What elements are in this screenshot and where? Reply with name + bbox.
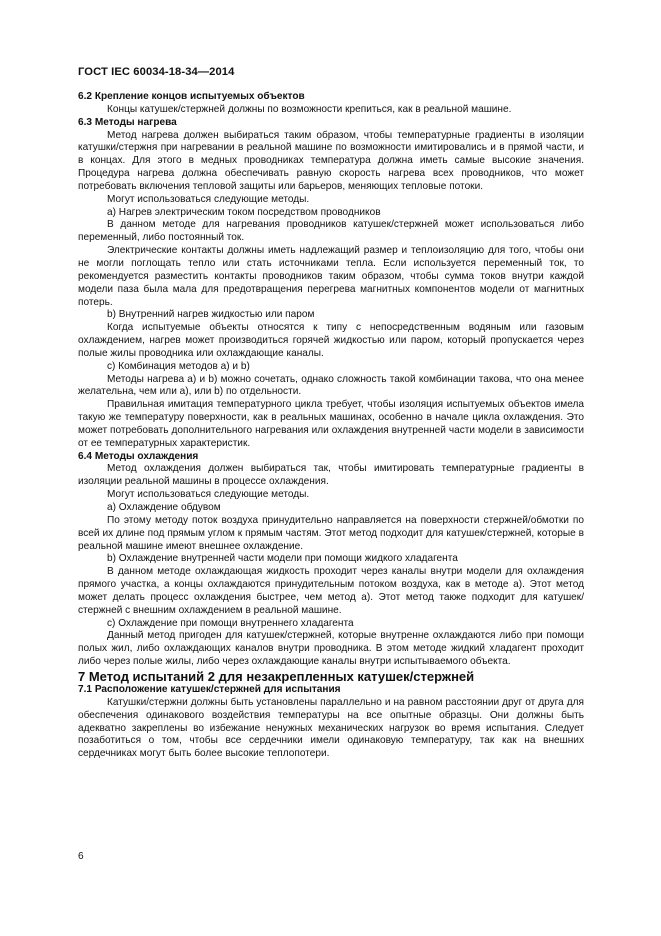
section-6-2-paragraph: Концы катушек/стержней должны по возможности крепиться, как в реальной машине. [107, 103, 512, 115]
section-6-3-item-c-paragraph: Методы нагрева а) и b) можно сочетать, однако сложность такой комбинации такова, что она менее желательна, чем или а), или b) по отдельности. [78, 373, 584, 398]
section-6-3-heading: 6.3 Методы нагрева [78, 116, 177, 128]
section-6-4-paragraph-1: Метод охлаждения должен выбираться так, чтобы имитировать температурные градиенты в изоляции реальной машины в процессе охлаждения. [78, 463, 584, 488]
section-7-1-heading: 7.1 Расположение катушек/стержней для испытания [78, 683, 341, 695]
section-6-3-item-a-paragraph-2: Электрические контакты должны иметь надлежащий размер и теплоизоляцию для того, чтобы они не могли поглощать тепло или стать источниками тепла. Если используется переменный ток, то рекомендуется разместить контакты проводников таким образом, чтобы сумма токов внутри каждой модели паза была мала для предотвращения перегрева магнитных компонентов модели от магнитных потерь. [78, 245, 584, 308]
section-6-4-paragraph-2: Могут использоваться следующие методы. [107, 489, 310, 501]
section-6-4-item-b-title: b) Охлаждение внутренней части модели при помощи жидкого хладагента [107, 553, 458, 565]
section-6-3-item-b-title: b) Внутренний нагрев жидкостью или паром [107, 309, 315, 321]
section-6-4-item-c-title: с) Охлаждение при помощи внутреннего хладагента [107, 617, 354, 629]
document-body [78, 91, 584, 761]
section-6-3-item-a-title: а) Нагрев электрическим током посредством проводников [107, 206, 381, 218]
section-6-4-item-c-paragraph: Данный метод пригоден для катушек/стержней, которые внутренне охлаждаются либо при помощи полых жил, либо охлаждающих каналов внутри проводника. В этом методе жидкий хладагент проходит либо через полые жилы, либо через охлаждающие каналы внутри испытываемого объекта. [78, 630, 584, 668]
section-6-3-paragraph-2: Могут использоваться следующие методы. [107, 193, 310, 205]
section-6-3-item-a-paragraph-1: В данном методе для нагревания проводников катушек/стержней может использоваться либо переменный, либо постоянный ток. [78, 219, 584, 244]
section-6-3-item-b-paragraph: Когда испытуемые объекты относятся к типу с непосредственным водяным или газовым охлаждением, нагрев может производиться горячей жидкостью или паром, который пропускается через полые жилы проводника или охлаждающие каналы. [78, 322, 584, 359]
section-6-4-item-b-paragraph: В данном методе охлаждающая жидкость проходит через каналы внутри модели для охлаждения прямого участка, а концы охлаждаются принудительным потоком воздуха, как в методе а). Этот метод может делать процесс охлаждения быстрее, чем метод а). Этот метод также подходит для катушек/стержней с внешним охлаждением в реальной машине. [78, 566, 584, 616]
section-6-3-item-c-title: с) Комбинация методов а) и b) [107, 360, 250, 372]
section-6-2-heading: 6.2 Крепление концов испытуемых объектов [78, 91, 305, 102]
section-6-3-paragraph-3: Правильная имитация температурного цикла требует, чтобы изоляция испытуемых объектов имела такую же температуру поверхности, как в реальных машинах, особенно в начале цикла охлаждения. Это может потребовать дополнительного нагревания или охлаждения внутренней части модели в зависимости от ее температурных характеристик. [78, 399, 584, 449]
section-6-4-item-a-title: а) Охлаждение обдувом [107, 502, 221, 513]
section-6-3-paragraph-1: Метод нагрева должен выбираться таким образом, чтобы температурные градиенты в изоляции катушки/стержня при нагревании в реальной машине по возможности имитировались и в прямой части, и в концах. Для этого в медных проводниках температура должна иметь самые высокие значения. Процедура нагрева должна обеспечивать равную скорость нагрева всех проводников, что может потребовать включения тепловой защиты или барьеров, меняющих тепловые потоки. [78, 129, 584, 192]
section-7-heading: 7 Метод испытаний 2 для незакрепленных катушек/стержней [78, 668, 475, 684]
page-number: 6 [78, 851, 84, 862]
section-7-1-paragraph: Катушки/стержни должны быть установлены параллельно и на равном расстоянии друг от друга для обеспечения одинакового воздействия температуры на все опытные образцы. Они должны быть адекватно закреплены во избежание ненужных механических нагрузок во время испытания. Следует позаботиться о том, чтобы все сердечники имели одинаковую температуру, так как на внешних сердечниках могут быть более высокие теплопотери. [78, 696, 584, 760]
section-6-4-item-a-paragraph: По этому методу поток воздуха принудительно направляется на поверхности стержней/обмотки по всей их длине под прямым углом к прямым частям. Этот метод подходит для катушек/стержней, которые в реальной машине имеют внешнее охлаждение. [78, 514, 584, 552]
document-header-title: ГОСТ IEC 60034-18-34—2014 [78, 66, 235, 78]
section-6-4-heading: 6.4 Методы охлаждения [78, 450, 199, 462]
